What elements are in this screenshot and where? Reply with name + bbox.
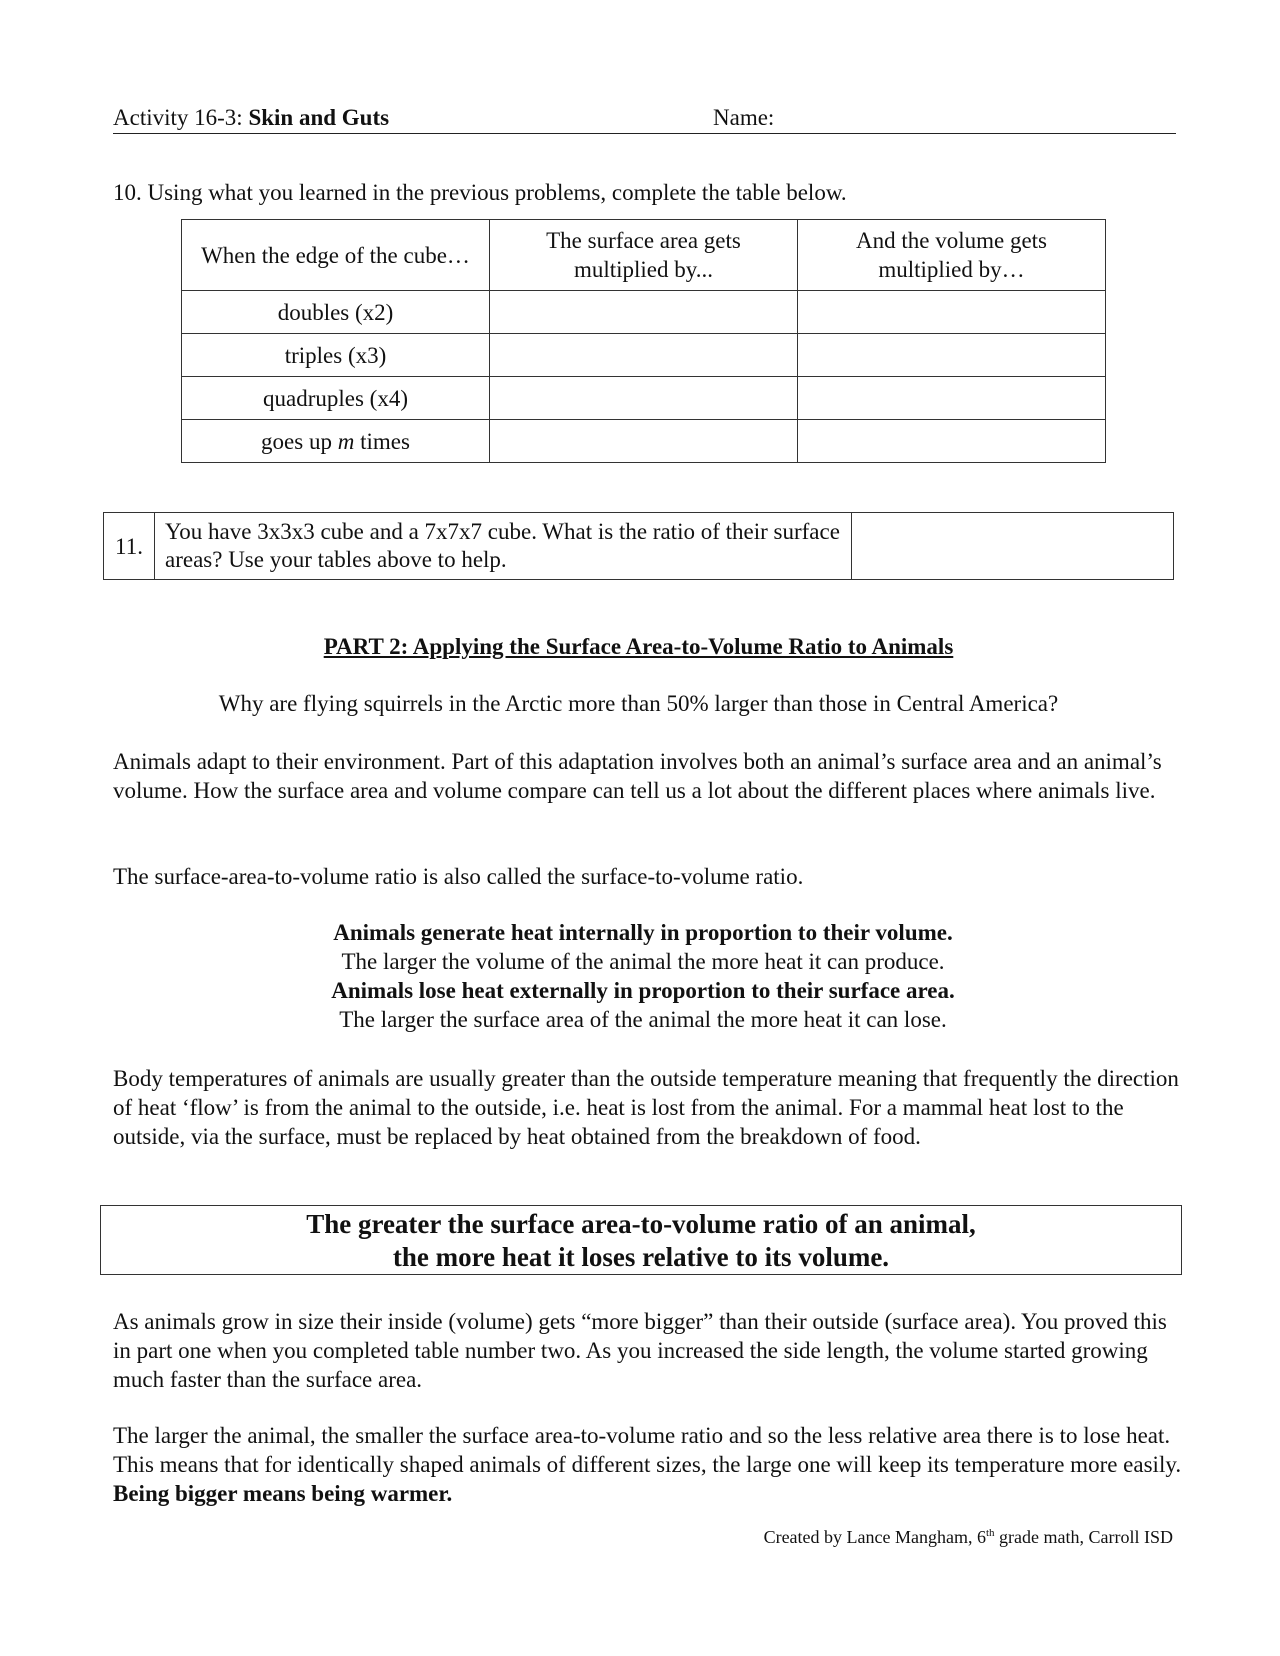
principle-heat-generation-detail: The larger the volume of the animal the more heat it can produce. [341,949,945,974]
row-label-text: goes up [261,428,338,454]
table-row [182,334,1106,377]
header-volume: And the volume gets multiplied by… [798,220,1106,291]
footer-credit [600,1523,1173,1552]
conclusion-text: The larger the animal, the smaller the surface area-to-volume ratio and so the less relative area there is to lose heat. This means that for identically shaped animals of different sizes, the large one will keep its temperature more easily. [113,1423,1182,1477]
question-11-box [103,512,1174,580]
volume-answer-cell[interactable] [798,334,1106,377]
activity-prefix: Activity 16-3: [113,105,249,130]
footer-text-end: grade math, Carroll ISD [994,1527,1173,1547]
page-header [113,101,1176,134]
name-label: Name: [713,105,775,130]
surface-area-answer-cell[interactable] [490,334,798,377]
table-header-row [182,220,1106,291]
paragraph-body-temperature: Body temperatures of animals are usually greater than the outside temperature meaning that frequently the direction of heat ‘flow’ is from the animal to the outside, i.e. heat is lost from the animal. For a mammal heat lost to the outside, via the surface, must be replaced by heat obtained from the breakdown of food. [113,1066,1179,1149]
squirrel-question: Why are flying squirrels in the Arctic more than 50% larger than those in Central America? [218,691,1059,716]
table-row [182,291,1106,334]
footer-text: Created by Lance Mangham, 6 [763,1527,986,1547]
row-label [182,334,490,377]
surface-area-answer-cell[interactable] [490,420,798,463]
scaling-table [181,219,1106,463]
paragraph-growth: As animals grow in size their inside (volume) gets “more bigger” than their outside (surface area). You proved this in part one when you completed table number two. As you increased the side length, the volume started growing much faster than the surface area. [113,1309,1167,1392]
principle-heat-generation: Animals generate heat internally in proportion to their volume. [333,920,953,945]
row-label [182,377,490,420]
question-11-row [104,513,1174,580]
volume-answer-cell[interactable] [798,377,1106,420]
question-11-number: 11. [104,513,155,580]
part-2-heading: PART 2: Applying the Surface Area-to-Volume Ratio to Animals [323,634,954,659]
activity-title: Skin and Guts [248,105,390,130]
row-label [182,420,490,463]
header-surface-area: The surface area gets multiplied by... [490,220,798,291]
paragraph-conclusion [113,1421,1183,1508]
question-10-text: 10. Using what you learned in the previous problems, complete the table below. [113,180,847,205]
row-label-text: doubles (x2) [277,299,394,325]
row-label-text: triples (x3) [284,342,387,368]
principle-heat-loss-detail: The larger the surface area of the animal the more heat it can lose. [339,1007,947,1032]
volume-answer-cell[interactable] [798,420,1106,463]
table-row [182,420,1106,463]
question-11-answer-cell[interactable] [852,513,1174,580]
row-label-variable: m [337,428,355,454]
paragraph-adaptation: Animals adapt to their environment. Part of this adaptation involves both an animal’s surface area and an animal’s volume. How the surface area and volume compare can tell us a lot about the different places where animals live. [113,749,1162,803]
principle-heat-loss: Animals lose heat externally in proportion to their surface area. [331,978,955,1003]
footer-superscript: th [985,1527,995,1539]
paragraph-ratio-name: The surface-area-to-volume ratio is also called the surface-to-volume ratio. [113,864,804,889]
row-label [182,291,490,334]
activity-heading [113,103,389,132]
volume-answer-cell[interactable] [798,291,1106,334]
surface-area-answer-cell[interactable] [490,291,798,334]
heat-principles [113,918,1173,1034]
header-edge: When the edge of the cube… [182,220,490,291]
row-label-text: quadruples (x4) [263,385,408,411]
table-row [182,377,1106,420]
conclusion-bold: Being bigger means being warmer. [113,1481,453,1506]
key-idea-box [100,1205,1182,1275]
question-11-text: You have 3x3x3 cube and a 7x7x7 cube. What is the ratio of their surface areas? Use your tables above to help. [155,513,852,580]
row-label-text: times [354,428,410,454]
surface-area-answer-cell[interactable] [490,377,798,420]
key-idea-line-2: the more heat it loses relative to its volume. [392,1242,890,1272]
key-idea-line-1: The greater the surface area-to-volume ratio of an animal, [306,1209,976,1239]
